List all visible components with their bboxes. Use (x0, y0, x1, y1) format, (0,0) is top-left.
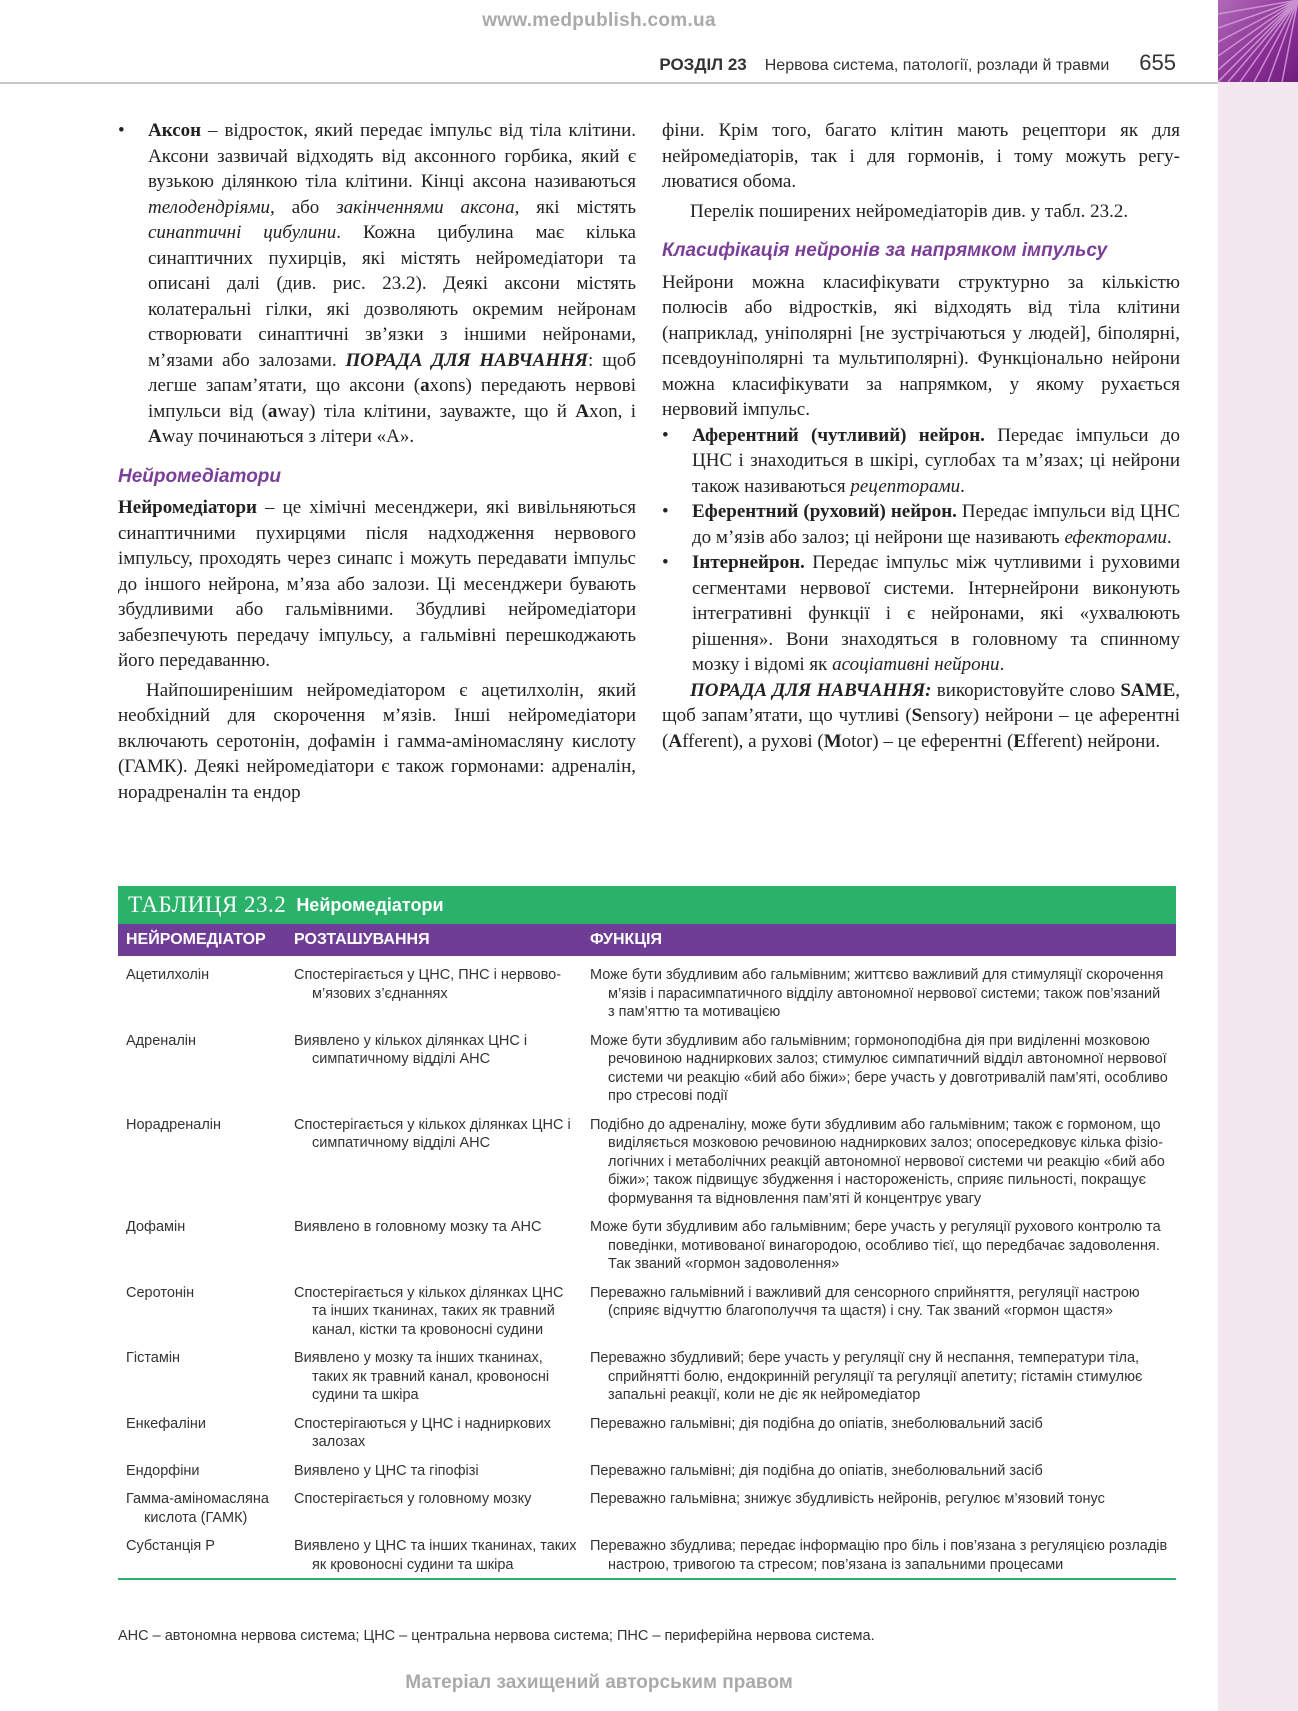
tip-text: fferent), а рухові ( (682, 730, 824, 752)
efferent-end: . (1166, 526, 1172, 548)
table-bottom-rule (118, 1578, 1176, 1580)
study-tip-label: ПОРАДА ДЛЯ НАВЧАННЯ (345, 349, 589, 371)
axon-em: закінченнями аксона (336, 196, 515, 218)
cell-name: Дофамін (126, 1219, 186, 1235)
axon-bullet (118, 118, 636, 450)
header-function: ФУНКЦІЯ (590, 931, 662, 948)
table-reference: Перелік поширених нейромедіаторів див. у табл. 23.2. (690, 200, 1129, 222)
cell-location: Виявлено у кількох ділянках ЦНС і симпатичному відділі АНС (294, 1032, 528, 1067)
tip-letter: A (575, 400, 590, 422)
interneuron-term: Інтернейрон. (692, 552, 805, 573)
cell-function: Переважно гальмівна; знижує збудливість нейронів, регулює м’язовий тонус (590, 1491, 1105, 1507)
table-title: Нейромедіатори (296, 894, 444, 915)
study-tip-paragraph (662, 678, 1180, 755)
cell-name: Серотонін (126, 1284, 195, 1301)
cell-location: Спостерігаються у ЦНС і надниркових залозах (294, 1415, 551, 1450)
page-number: 655 (1139, 50, 1176, 75)
tip-text: xons) передають нервові імпульси від ( (148, 375, 636, 422)
tip-text: xon, і (589, 400, 636, 422)
afferent-em: рецепторами (850, 475, 961, 497)
axon-text: , які містять (514, 196, 636, 218)
bullet-dot: • (662, 501, 669, 522)
axon-paragraph (148, 118, 636, 450)
afferent-term: Аферентний (чутливий) нейрон. (692, 424, 985, 446)
cell-function: Переважно гальмівний і важливий для сенсорного сприйняття, регуляції настрою (сприяє відчуттю благополуччя та щастя) і сну. Так званий «гормон щастя» (590, 1284, 1140, 1319)
cell-location: Спостерігається у кількох ділянках ЦНС та інших тканинах, таких як травний канал, кістки та кровоносні судини (294, 1284, 564, 1338)
table-row (118, 1274, 1176, 1340)
bullet-dot: • (662, 424, 669, 446)
copyright-text: Матеріал захищений авторським правом (405, 1672, 793, 1693)
tip-letter: a (420, 375, 430, 396)
table-row (118, 1452, 1176, 1481)
corner-decoration (1218, 0, 1298, 82)
tip-text: otor) – це еферентні ( (841, 730, 1014, 752)
cell-function: Може бути збудливим або гальмівним; гормоноподібна дія при виділенні мозковою речовиною надниркових залоз; стимулює симпатичний відділ автономної нервової системи чи реакцію «бий або біжи»; бере участь у довготривалій пам’яті, особливо про стресові події (590, 1032, 1168, 1104)
table-body (118, 956, 1176, 1574)
header-neurotransmitter: НЕЙРОМЕДІАТОР (126, 931, 266, 948)
cell-location: Виявлено у ЦНС та гіпофізі (294, 1462, 479, 1479)
tip-letter: A (148, 426, 162, 447)
cell-name: Адреналін (126, 1032, 197, 1049)
interneuron-text: Передає імпульс між чутливими і руховими сегментами нервової системи. Інтернейрони виконують інтегративні функції і є нейронами, які «ухвалюють рішення». Вони знаходяться в головному та спинному мозку і відомі як (692, 552, 1180, 675)
cell-name: Гамма-аміномасляна кислота (ГАМК) (126, 1491, 269, 1526)
continued-paragraph: фіни. Крім того, багато клітин мають рецептори як для нейромедіаторів, так і для гормонів, і тому можуть регулюватися обома. (662, 120, 1180, 192)
neurotransmitters-table (118, 886, 1176, 1580)
cell-function: Може бути збудливим або гальмівним; бере участь у регуляції рухового контролю та поведінки, мотивованої винагородою, особливо тієї, що передбачає задоволення. Так званий «гормон задоволення» (590, 1219, 1161, 1272)
axon-em: синаптичні цибулини (148, 222, 337, 243)
axon-text: – відросток, який передає імпульс від тіла клітини. Аксони зазвичай відходять від аксонного горбика, який є вузькою ділянкою тіла клітини. Кінці аксона називаються (148, 120, 636, 192)
cell-location: Виявлено у мозку та інших тканинах, таких як травний канал, кровоносні судини та шкіра (294, 1350, 550, 1403)
tip-letter: S (911, 705, 923, 726)
cell-name: Гістамін (126, 1350, 181, 1366)
tip-text: використовуйте слово (931, 679, 1121, 701)
interneuron-bullet (662, 550, 1180, 678)
axon-text: . Кожна цибулина має кілька синаптичних пухирців, які містять нейромедіатори та описані далі (див. рис. 23.2). Деякі аксони містять колатеральні гілки, які дозволяють окремим нейронам створювати синаптичні зв’язки з іншими нейронами, м’язами або залозами. (148, 222, 636, 371)
header-rule (0, 82, 1218, 84)
cell-name: Ацетилхолін (126, 967, 210, 983)
afferent-end: . (960, 475, 965, 497)
cell-function: Може бути збудливим або гальмівним; життєво важливий для стимуляції скорочення м’язів і парасимпатичного відділу автономної нервової системи; також пов’язаний з пам’яттю та мотивацією (590, 967, 1164, 1020)
efferent-em: ефекторами (1064, 526, 1167, 548)
cell-name: Норадреналін (126, 1116, 222, 1133)
cell-location: Виявлено у ЦНС та інших тканинах, таких як кровоносні судини та шкіра (294, 1538, 577, 1573)
axon-em: телодендріями, (148, 196, 275, 218)
classification-paragraph: Нейрони можна класифікувати структурно за кількістю полюсів або відростків, які відходять від тіла клітини (наприклад, уніполярні [не зустрічаються у людей], біполярні, псевдоуніполярні та мультиполярні). Функціонально нейрони можна класифікувати за напрямком, у якому рухається нервовий імпульс. (662, 271, 1180, 420)
table-row (118, 1527, 1176, 1574)
tip-text: way починаються з літери «А». (161, 426, 415, 447)
neurotransmitters-heading: Нейромедіатори (118, 465, 282, 487)
neurotransmitters-paragraph (118, 495, 636, 674)
right-column (662, 118, 1180, 754)
running-head (0, 50, 1176, 76)
section-label: РОЗДІЛ 23 (659, 55, 747, 74)
tip-letter: A (668, 730, 683, 752)
bullet-dot: • (118, 120, 125, 141)
tip-text: ensory) нейрони – це аферентні ( (662, 705, 1180, 752)
classification-heading: Класифікація нейронів за напрямком імпульсу (662, 240, 1108, 261)
table-footnote: АНС – автономна нервова система; ЦНС – центральна нервова система; ПНС – периферійна нервова система. (118, 1628, 875, 1644)
cell-name: Субстанція Р (126, 1538, 215, 1554)
cell-location: Спостерігається у кількох ділянках ЦНС і симпатичному відділі АНС (294, 1116, 571, 1151)
interneuron-em: асоціативні нейрони (832, 654, 1000, 675)
tip-text: fferent) нейрони. (1025, 730, 1161, 752)
efferent-bullet (662, 499, 1180, 550)
tip-text: : щоб легше запам’ятати, що аксони ( (148, 349, 637, 396)
study-tip-label: ПОРАДА ДЛЯ НАВЧАННЯ: (690, 679, 932, 701)
tip-letter: M (823, 730, 842, 752)
interneuron-end: . (999, 654, 1005, 675)
cell-function: Переважно гальмівні; дія подібна до опіатів, знеболювальний засіб (590, 1462, 1043, 1479)
afferent-bullet (662, 423, 1180, 500)
table-row (118, 1480, 1176, 1527)
tip-text: way) тіла клітини, зауважте, що й (277, 400, 576, 422)
efferent-term: Еферентний (руховий) нейрон. (692, 501, 957, 522)
site-url: www.medpublish.com.ua (482, 10, 716, 31)
cell-name: Енкефаліни (126, 1415, 207, 1432)
table-title-bar (118, 886, 1176, 924)
tip-acronym: SAME (1120, 679, 1176, 701)
afferent-text: Передає імпульси до ЦНС і знаходиться в шкірі, суглобах та м’язах; ці нейрони також називаються (692, 424, 1180, 497)
table-row (118, 1022, 1176, 1106)
table-row (118, 1405, 1176, 1452)
header-location: РОЗТАШУВАННЯ (294, 931, 430, 948)
cell-function: Переважно гальмівні; дія подібна до опіатів, знеболювальний засіб (590, 1415, 1043, 1432)
axon-term: Аксон (148, 120, 202, 141)
left-column-body (118, 118, 636, 805)
right-edge-band (1218, 0, 1298, 1711)
bullet-dot: • (662, 552, 669, 573)
table-row (118, 1208, 1176, 1274)
tip-letter: a (267, 400, 278, 422)
table-header-row (118, 924, 1176, 956)
cell-location: Виявлено в головному мозку та АНС (294, 1219, 542, 1235)
table-number: ТАБЛИЦЯ 23.2 (128, 892, 287, 917)
table-row (118, 956, 1176, 1022)
neurotransmitters-text: – це хімічні месенджери, які вивільняються синаптичними пухирцями після надходження нервового імпульсу, проходять через синапс і можуть передавати імпульс до іншого нейрона, м’яза або залози. Ці месенджери бувають збудливими або гальмівними. Збудливі нейромедіатори забезпечують передачу імпульсу, а гальмівні перешкоджають його передаванню. (118, 497, 636, 671)
cell-location: Спостерігається у головному мозку (294, 1491, 532, 1507)
neurotransmitters-paragraph-2: Найпоширенішим нейромедіатором є ацетилхолін, який необхідний для скорочення м’язів. Інші нейромедіатори включають серотонін, дофамін і гамма-аміномасляну кислоту (ГАМК). Деякі нейромедіатори є також гормонами: адреналін, норадреналін та ендор (118, 679, 636, 803)
cell-function: Переважно збудливий; бере участь у регуляції сну й неспання, температури тіла, сприйнятті болю, ендокринній регуляції та регуляції апетиту; гістамін стимулює запальні реакції, коли не діє як нейромедіатор (590, 1350, 1143, 1403)
cell-location: Спостерігається у ЦНС, ПНС і нервово-м’язових з’єднаннях (294, 967, 562, 1002)
efferent-text: Передає імпульси від ЦНС до м’язів або залоз; ці нейрони ще називають (692, 501, 1180, 548)
section-topic: Нервова система, патології, розлади й травми (764, 57, 1110, 74)
tip-letter: E (1013, 730, 1026, 752)
copyright-notice (0, 1672, 1298, 1694)
axon-text: або (274, 196, 337, 218)
cell-function: Подібно до адреналіну, може бути збудливим або гальмівним; також є гормоном, що виділяється мозковою речовиною надниркових залоз; опосередковує кілька фізіологічних і метаболічних реакцій автономної нервової системи чи реакцію «бий або біжи»; також підвищує збудження і настороженість, сприяє пильності, покращує формування та відновлення пам’яті й концентрує увагу (590, 1116, 1165, 1207)
table-row (118, 1106, 1176, 1209)
cell-function: Переважно збудлива; передає інформацію про біль і пов’язана з регуляцією розладів настрою, тривогою та стресом; пов’язана із запальними процесами (590, 1538, 1168, 1573)
neurotransmitters-term: Нейромедіатори (118, 497, 257, 518)
tip-text: , щоб запам’ятати, що чутливі ( (662, 679, 1181, 726)
cell-name: Ендорфіни (126, 1462, 200, 1479)
table-row (118, 1339, 1176, 1405)
